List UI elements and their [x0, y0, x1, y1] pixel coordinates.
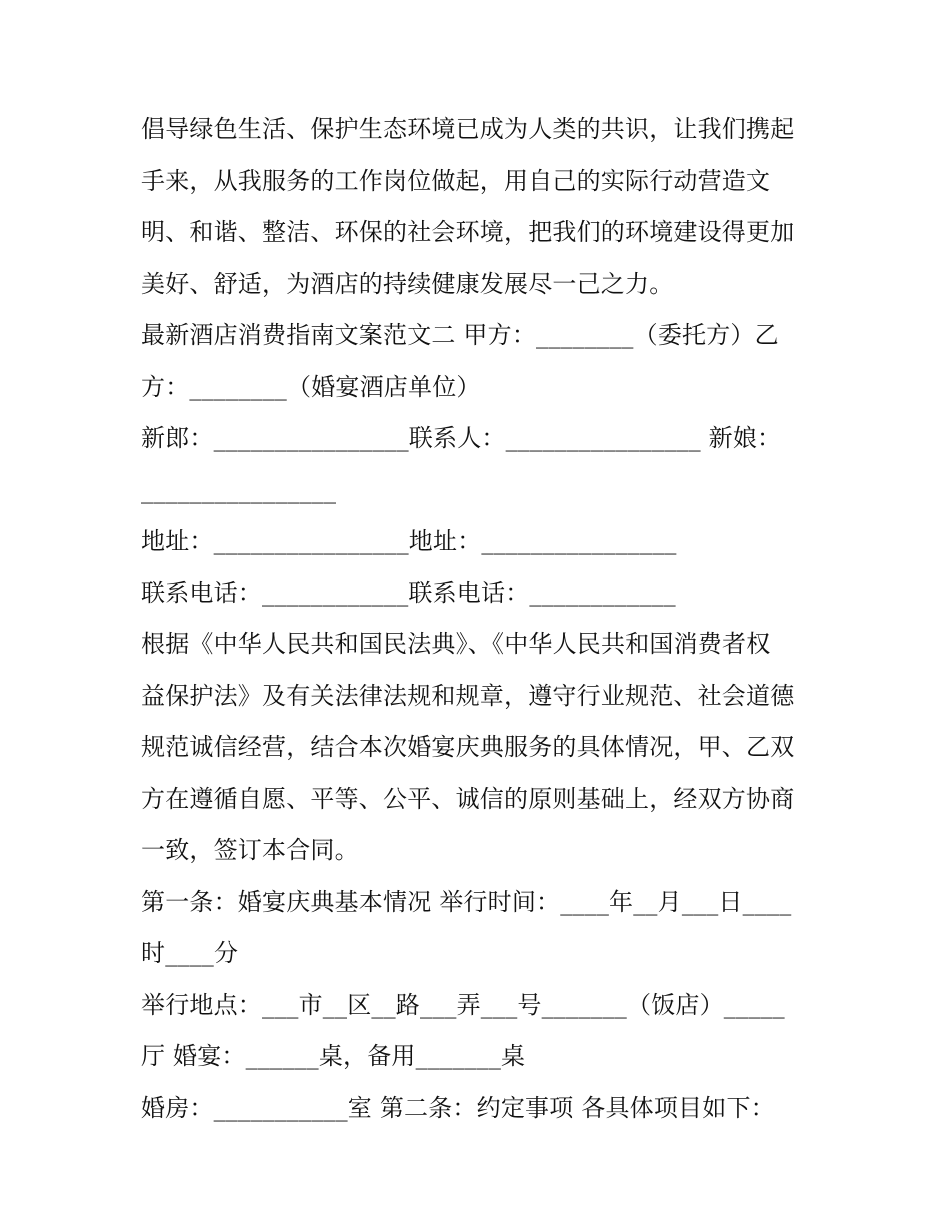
text-line: 明、和谐、整洁、环保的社会环境，把我们的环境建设得更加: [141, 218, 795, 246]
text-line: 根据《中华人民共和国民法典》、《中华人民共和国消费者权: [141, 630, 771, 658]
text-line: 方：________（婚宴酒店单位）: [141, 372, 481, 401]
phone-line: 联系电话：____________联系电话：____________: [141, 578, 676, 607]
text-line: 方在遵循自愿、平等、公平、诚信的原则基础上，经双方协商: [141, 784, 795, 813]
text-line: 手来，从我服务的工作岗位做起，用自己的实际行动营造文: [141, 166, 771, 195]
section-heading-line: 最新酒店消费指南文案范文二 甲方：________（委托方）乙: [141, 321, 779, 349]
text-line: 美好、舒适，为酒店的持续健康发展尽一己之力。: [141, 269, 674, 298]
text-line: 规范诚信经营，结合本次婚宴庆典服务的具体情况，甲、乙双: [141, 733, 795, 761]
text-line: ________________: [141, 475, 337, 504]
groom-bride-line: 新郎：________________联系人：________________ 新娘：: [141, 424, 782, 452]
text-line: 益保护法》及有关法律法规和规章，遵守行业规范、社会道德: [141, 681, 795, 710]
article-two-line: 婚房：___________室 第二条：约定事项 各具体项目如下：: [141, 1093, 775, 1122]
text-line: 倡导绿色生活、保护生态环境已成为人类的共识，让我们携起: [141, 115, 795, 143]
text-line: 厅 婚宴：______桌，备用_______桌: [141, 1042, 526, 1070]
address-line: 地址：________________地址：________________: [141, 527, 677, 555]
venue-line: 举行地点：___市__区__路___弄___号_______（饭店）_____: [141, 990, 785, 1019]
article-one-line: 第一条：婚宴庆典基本情况 举行时间：____年__月___日____: [141, 887, 792, 916]
text-line: 时____分: [141, 939, 239, 967]
contract-text: [141, 104, 821, 1134]
text-line: 一致，签订本合同。: [141, 836, 359, 864]
